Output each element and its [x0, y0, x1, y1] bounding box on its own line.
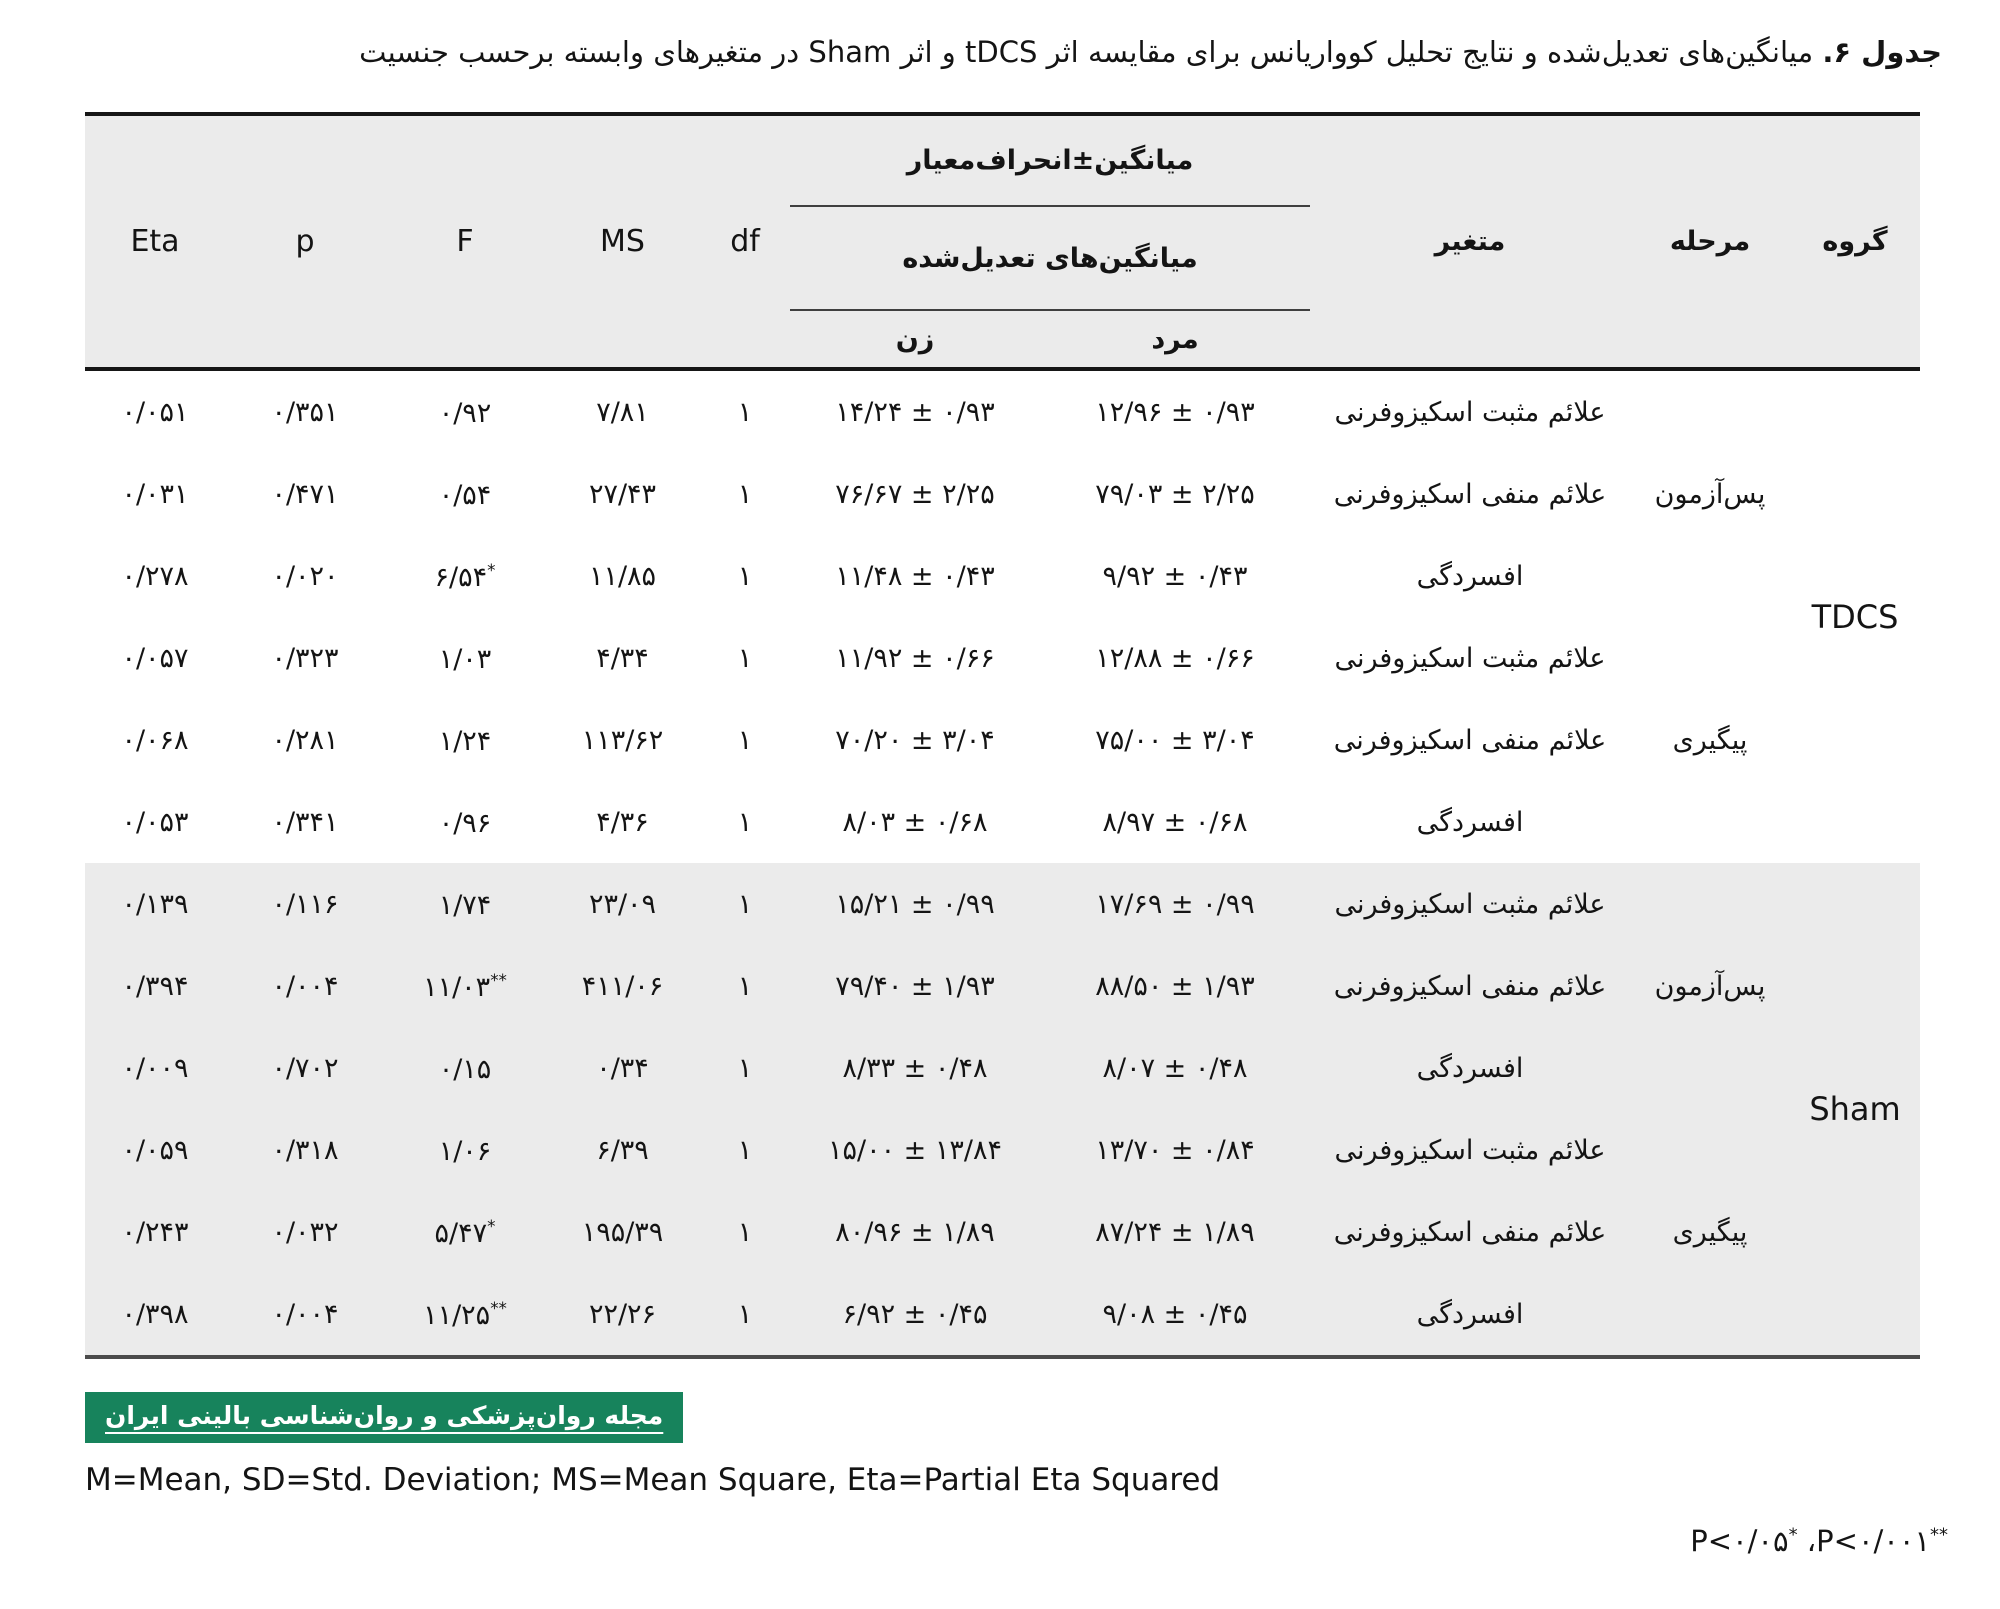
variable-cell: علائم مثبت اسکیزوفرنی: [1310, 863, 1630, 945]
female-mean-cell: ۷۰/۲۰ ± ۳/۰۴: [835, 724, 995, 756]
variable-cell: علائم مثبت اسکیزوفرنی: [1334, 396, 1606, 428]
eta-cell: ۰/۰۵۷: [121, 642, 189, 674]
male-mean-cell: ۸/۹۷ ± ۰/۶۸: [1102, 806, 1248, 838]
male-mean-cell: ۱۷/۶۹ ± ۰/۹۹: [1040, 863, 1310, 945]
table-row: [85, 369, 1920, 453]
eta-cell: ۰/۲۴۳: [85, 1191, 225, 1273]
p-cell: ۰/۰۲۰: [271, 560, 339, 592]
ms-cell: ۱۹۵/۳۹: [545, 1191, 700, 1273]
df-cell: ۱: [737, 642, 753, 674]
table-title-text: میانگین‌های تعدیل‌شده و نتایج تحلیل کوواریانس برای مقایسه اثر tDCS و اثر Sham در متغیرهای وابسته برحسب جنسیت: [359, 35, 1814, 69]
eta-cell: ۰/۰۵۳: [121, 806, 189, 838]
f-value: ۰/۹۶: [438, 807, 492, 839]
f-value: ۱۱/۰۳: [423, 971, 491, 1003]
male-mean-cell: ۷۵/۰۰ ± ۳/۰۴: [1095, 724, 1255, 756]
p-cell: ۰/۰۳۲: [225, 1191, 385, 1273]
male-mean-cell: ۱۲/۸۸ ± ۰/۶۶: [1095, 642, 1255, 674]
p-cell: ۰/۳۵۱: [271, 396, 339, 428]
ms-cell: ۱۱/۸۵: [588, 560, 657, 592]
abbreviations-footnote: M=Mean, SD=Std. Deviation; MS=Mean Square, Eta=Partial Eta Squared: [85, 1462, 1221, 1498]
male-mean-cell: ۹/۹۲ ± ۰/۴۳: [1102, 560, 1248, 592]
adjusted-means-header: میانگین‌های تعدیل‌شده: [790, 206, 1310, 310]
female-mean-cell: ۱۱/۹۲ ± ۰/۶۶: [835, 642, 995, 674]
f-value: ۰/۵۴: [438, 479, 492, 511]
eta-cell: ۰/۰۳۱: [121, 478, 189, 510]
df-cell: ۱: [700, 945, 790, 1027]
table-row: [85, 1109, 1920, 1191]
ms-cell: ۲۲/۲۶: [545, 1273, 700, 1357]
f-cell: [385, 453, 545, 535]
ms-cell: ۲۳/۰۹: [545, 863, 700, 945]
eta-cell: ۰/۰۶۸: [121, 724, 189, 756]
female-mean-cell: ۷۶/۶۷ ± ۲/۲۵: [835, 478, 995, 510]
f-cell: [385, 1109, 545, 1191]
female-mean-cell: ۱۵/۲۱ ± ۰/۹۹: [790, 863, 1040, 945]
f-cell: [385, 1191, 545, 1273]
variable-cell: علائم مثبت اسکیزوفرنی: [1334, 642, 1606, 674]
eta-cell: ۰/۰۵۹: [85, 1109, 225, 1191]
p-cell: ۰/۷۰۲: [225, 1027, 385, 1109]
female-mean-cell: ۸/۰۳ ± ۰/۶۸: [842, 806, 988, 838]
p-cell: ۰/۱۱۶: [225, 863, 385, 945]
p-cell: ۰/۳۱۸: [225, 1109, 385, 1191]
df-cell: ۱: [700, 1109, 790, 1191]
f-value: ۰/۹۲: [438, 397, 492, 429]
df-cell: ۱: [737, 396, 753, 428]
f-header: F: [456, 224, 474, 259]
significance-comma: ،: [1797, 1524, 1817, 1558]
stage-cell-posttest: پس‌آزمون: [1654, 478, 1766, 510]
female-mean-cell: ۸/۳۳ ± ۰/۴۸: [790, 1027, 1040, 1109]
female-mean-cell: ۷۹/۴۰ ± ۱/۹۳: [790, 945, 1040, 1027]
variable-cell: علائم منفی اسکیزوفرنی: [1333, 724, 1607, 756]
ancova-table: [85, 112, 1920, 1359]
significance-star-1: *: [1788, 1524, 1798, 1546]
p-cell: ۰/۰۰۴: [225, 1273, 385, 1357]
f-cell: [385, 781, 545, 863]
male-mean-cell: ۹/۰۸ ± ۰/۴۵: [1040, 1273, 1310, 1357]
header-row-1: [85, 114, 1920, 206]
male-mean-cell: ۸۷/۲۴ ± ۱/۸۹: [1040, 1191, 1310, 1273]
female-mean-cell: ۸۰/۹۶ ± ۱/۸۹: [790, 1191, 1040, 1273]
df-header: df: [730, 224, 760, 259]
group-cell-tdcs: TDCS: [1811, 598, 1899, 636]
stage-cell-followup: پیگیری: [1630, 1109, 1790, 1357]
f-cell: [385, 1027, 545, 1109]
p-cell: ۰/۴۷۱: [271, 478, 339, 510]
variable-cell: افسردگی: [1310, 1273, 1630, 1357]
df-cell: ۱: [737, 806, 753, 838]
f-value: ۱/۲۴: [438, 725, 492, 757]
stage-header: مرحله: [1669, 226, 1751, 257]
stage-cell-followup: پیگیری: [1672, 724, 1748, 756]
male-mean-cell: ۱۳/۷۰ ± ۰/۸۴: [1040, 1109, 1310, 1191]
group-header: گروه: [1822, 226, 1888, 257]
df-cell: ۱: [737, 478, 753, 510]
female-mean-cell: ۱۴/۲۴ ± ۰/۹۳: [835, 396, 995, 428]
eta-cell: ۰/۳۹۴: [85, 945, 225, 1027]
table-header: [85, 114, 1920, 369]
variable-cell: افسردگی: [1416, 560, 1524, 592]
ms-cell: ۷/۸۱: [596, 396, 649, 428]
f-cell: [385, 1273, 545, 1357]
df-cell: ۱: [700, 863, 790, 945]
table-number-label: جدول ۶.: [1822, 35, 1942, 69]
df-cell: ۱: [700, 1191, 790, 1273]
p-header: p: [295, 224, 315, 259]
f-value: ۵/۴۷: [434, 1217, 488, 1249]
journal-badge: مجله روان‌پزشکی و روان‌شناسی بالینی ایران: [85, 1392, 683, 1443]
female-mean-cell: ۶/۹۲ ± ۰/۴۵: [790, 1273, 1040, 1357]
table-row: [85, 863, 1920, 945]
group-cell-sham: Sham: [1790, 863, 1920, 1357]
variable-cell: علائم مثبت اسکیزوفرنی: [1310, 1109, 1630, 1191]
eta-cell: ۰/۱۳۹: [85, 863, 225, 945]
f-cell: [385, 945, 545, 1027]
f-value: ۱/۰۳: [438, 643, 492, 675]
f-cell: [385, 369, 545, 453]
f-cell: [385, 617, 545, 699]
significance-star: *: [487, 559, 496, 580]
male-header: مرد: [1151, 323, 1199, 355]
ms-cell: ۱۱۳/۶۲: [581, 724, 664, 756]
table-body: [85, 369, 1920, 1357]
male-mean-cell: ۸/۰۷ ± ۰/۴۸: [1040, 1027, 1310, 1109]
df-cell: ۱: [700, 1273, 790, 1357]
variable-cell: افسردگی: [1416, 806, 1524, 838]
f-value: ۱/۷۴: [438, 889, 492, 921]
male-mean-cell: ۸۸/۵۰ ± ۱/۹۳: [1040, 945, 1310, 1027]
ms-cell: ۴/۳۴: [596, 642, 649, 674]
variable-cell: علائم منفی اسکیزوفرنی: [1310, 1191, 1630, 1273]
male-mean-cell: ۱۲/۹۶ ± ۰/۹۳: [1095, 396, 1255, 428]
variable-cell: افسردگی: [1310, 1027, 1630, 1109]
p-cell: ۰/۰۰۴: [225, 945, 385, 1027]
significance-star: **: [490, 1297, 507, 1318]
variable-cell: علائم منفی اسکیزوفرنی: [1333, 478, 1607, 510]
stage-cell-posttest: پس‌آزمون: [1630, 863, 1790, 1109]
significance-p2: P<۰/۰۰۱: [1816, 1524, 1931, 1558]
ms-cell: ۴۱۱/۰۶: [545, 945, 700, 1027]
df-cell: ۱: [737, 560, 753, 592]
p-cell: ۰/۳۲۳: [271, 642, 339, 674]
f-value: ۰/۱۵: [438, 1053, 492, 1085]
significance-star: *: [487, 1215, 496, 1236]
ms-header: MS: [600, 224, 645, 259]
significance-p1: P<۰/۰۵: [1690, 1524, 1789, 1558]
df-cell: ۱: [737, 724, 753, 756]
significance-star: **: [490, 969, 507, 990]
eta-header: Eta: [130, 224, 180, 259]
eta-cell: ۰/۰۵۱: [121, 396, 189, 428]
f-cell: [385, 863, 545, 945]
ms-cell: ۲۷/۴۳: [588, 478, 657, 510]
ms-cell: ۴/۳۶: [596, 806, 649, 838]
variable-cell: علائم منفی اسکیزوفرنی: [1310, 945, 1630, 1027]
f-value: ۱۱/۲۵: [423, 1299, 491, 1331]
significance-footnote: [1690, 1524, 1948, 1558]
female-header: زن: [895, 323, 935, 355]
ms-cell: ۶/۳۹: [545, 1109, 700, 1191]
significance-star-2: **: [1930, 1524, 1948, 1546]
table-title: [300, 32, 1942, 73]
f-value: ۶/۵۴: [434, 561, 488, 593]
eta-cell: ۰/۲۷۸: [121, 560, 189, 592]
f-cell: [385, 535, 545, 617]
female-mean-cell: ۱۱/۴۸ ± ۰/۴۳: [835, 560, 995, 592]
eta-cell: ۰/۳۹۸: [85, 1273, 225, 1357]
ancova-table-wrapper: [85, 112, 1920, 1359]
f-cell: [385, 699, 545, 781]
male-mean-cell: ۷۹/۰۳ ± ۲/۲۵: [1095, 478, 1255, 510]
df-cell: ۱: [700, 1027, 790, 1109]
p-cell: ۰/۳۴۱: [271, 806, 339, 838]
p-cell: ۰/۲۸۱: [271, 724, 339, 756]
f-value: ۱/۰۶: [438, 1135, 492, 1167]
eta-cell: ۰/۰۰۹: [85, 1027, 225, 1109]
mean-sd-header: میانگین±انحراف‌معیار: [790, 114, 1310, 206]
table-row: [85, 617, 1920, 699]
variable-header: متغیر: [1434, 226, 1506, 257]
ms-cell: ۰/۳۴: [545, 1027, 700, 1109]
female-mean-cell: ۱۵/۰۰ ± ۱۳/۸۴: [790, 1109, 1040, 1191]
